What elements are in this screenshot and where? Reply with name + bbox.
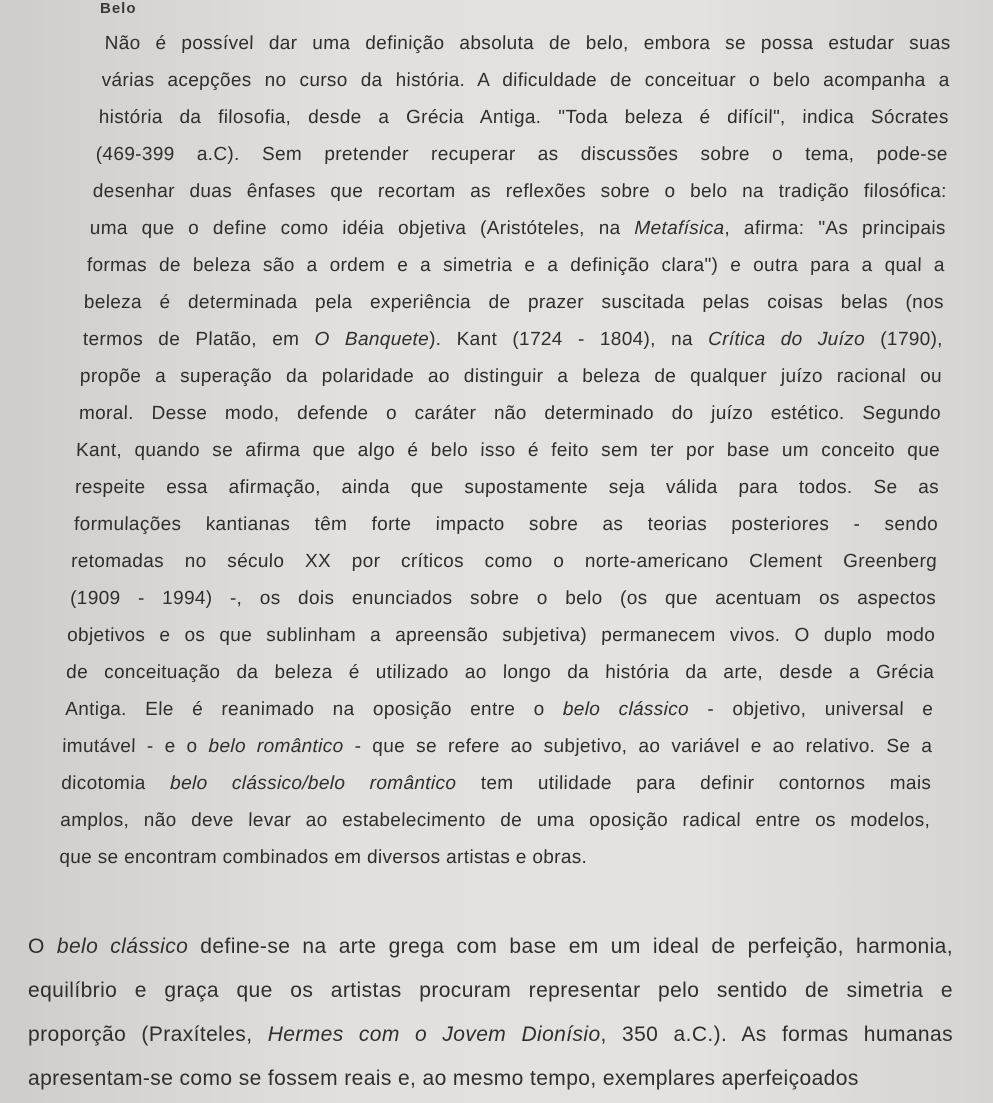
italic-title: belo clássico [562, 699, 690, 720]
text-line: respeite essa afirmação, ainda que supostamente seja válida para todos. Se as [74, 477, 940, 498]
paragraph-2 [28, 925, 953, 1101]
text-segment: proporção (Praxíteles, [28, 1023, 268, 1046]
text-segment: O [28, 935, 57, 958]
text-line [75, 210, 946, 247]
text-segment: , afirma: "As principais [724, 218, 947, 239]
text-line [72, 321, 943, 358]
text-line: amplos, não deve levar ao estabelecimento de uma oposição radical entre os modelos, [60, 810, 931, 831]
text-segment: imutável - e o [61, 736, 209, 757]
text-line: desenhar duas ênfases que recortam as reflexões sobre o belo na tradição filosófica: [92, 181, 948, 202]
text-segment: Antiga. Ele é reanimado na oposição entre o [64, 699, 564, 720]
section-heading: Belo [100, 0, 137, 17]
italic-title: Metafísica [634, 218, 725, 239]
text-line: de conceituação da beleza é utilizado ao longo da história da arte, desde a Grécia [65, 662, 935, 683]
text-line: retomadas no século XX por críticos como o norte-americano Clement Greenberg [70, 551, 938, 572]
text-line: Kant, quando se afirma que algo é belo isso é feito sem ter por base um conceito que [75, 440, 941, 461]
text-line [63, 691, 934, 728]
text-line: moral. Desse modo, defende o caráter não determinado do juízo estético. Segundo [78, 403, 942, 424]
italic-title: belo clássico [56, 935, 189, 958]
text-line: propõe a superação da polaridade ao distinguir a beleza de qualquer juízo racional ou [79, 366, 943, 387]
text-segment: tem utilidade para definir contornos mais [456, 773, 932, 794]
italic-title: belo romântico [208, 736, 344, 757]
text-line [28, 1013, 953, 1057]
text-line: várias acepções no curso da história. A dificuldade de conceituar o belo acompanha a [101, 70, 950, 91]
text-line: formulações kantianas têm forte impacto sobre as teorias posteriores - sendo [73, 514, 939, 535]
italic-title: Hermes com o Jovem Dionísio [267, 1023, 601, 1046]
text-segment: (1790), [864, 329, 944, 350]
text-line: (469-399 a.C). Sem pretender recuperar as discussões sobre o tema, pode-se [95, 144, 949, 165]
text-line: equilíbrio e graça que os artistas procuram representar pelo sentido de simetria e [28, 979, 953, 1002]
text-segment: termos de Platão, em [82, 329, 315, 350]
text-segment: dicotomia [61, 773, 171, 794]
text-line: formas de beleza são a ordem e a simetria e a definição clara") e outra para a qual a [86, 255, 946, 276]
text-line [61, 765, 932, 802]
text-segment: uma que o define como idéia objetiva (Aristóteles, na [89, 218, 635, 239]
paragraph-1 [59, 25, 951, 876]
text-segment: ). Kant (1724 - 1804), na [428, 329, 709, 350]
text-line: história da filosofia, desde a Grécia Antiga. "Toda beleza é difícil", indica Sócrates [98, 107, 949, 128]
italic-title: belo clássico/belo romântico [169, 773, 457, 794]
text-segment: define-se na arte grega com base em um ideal de perfeição, harmonia, [188, 935, 953, 958]
italic-title: Crítica do Juízo [707, 329, 866, 350]
italic-title: O Banquete [314, 329, 430, 350]
text-line: Não é possível dar uma definição absoluta de belo, embora se possa estudar suas [104, 33, 951, 54]
text-segment: , 350 a.C.). As formas humanas [600, 1023, 953, 1046]
text-segment: - que se refere ao subjetivo, ao variável e ao relativo. Se a [343, 736, 933, 757]
text-line: (1909 - 1994) -, os dois enunciados sobre o belo (os que acentuam os aspectos [69, 588, 937, 609]
text-line: que se encontram combinados em diversos artistas e obras. [59, 847, 588, 868]
text-segment: - objetivo, universal e [688, 699, 934, 720]
text-line: apresentam-se como se fossem reais e, ao mesmo tempo, exemplares aperfeiçoados [28, 1067, 859, 1090]
text-line: objetivos e os que sublinham a apreensão subjetiva) permanecem vivos. O duplo modo [66, 625, 936, 646]
text-line [62, 728, 933, 765]
text-line [28, 925, 953, 969]
text-line: beleza é determinada pela experiência de prazer suscitada pelas coisas belas (nos [83, 292, 945, 313]
